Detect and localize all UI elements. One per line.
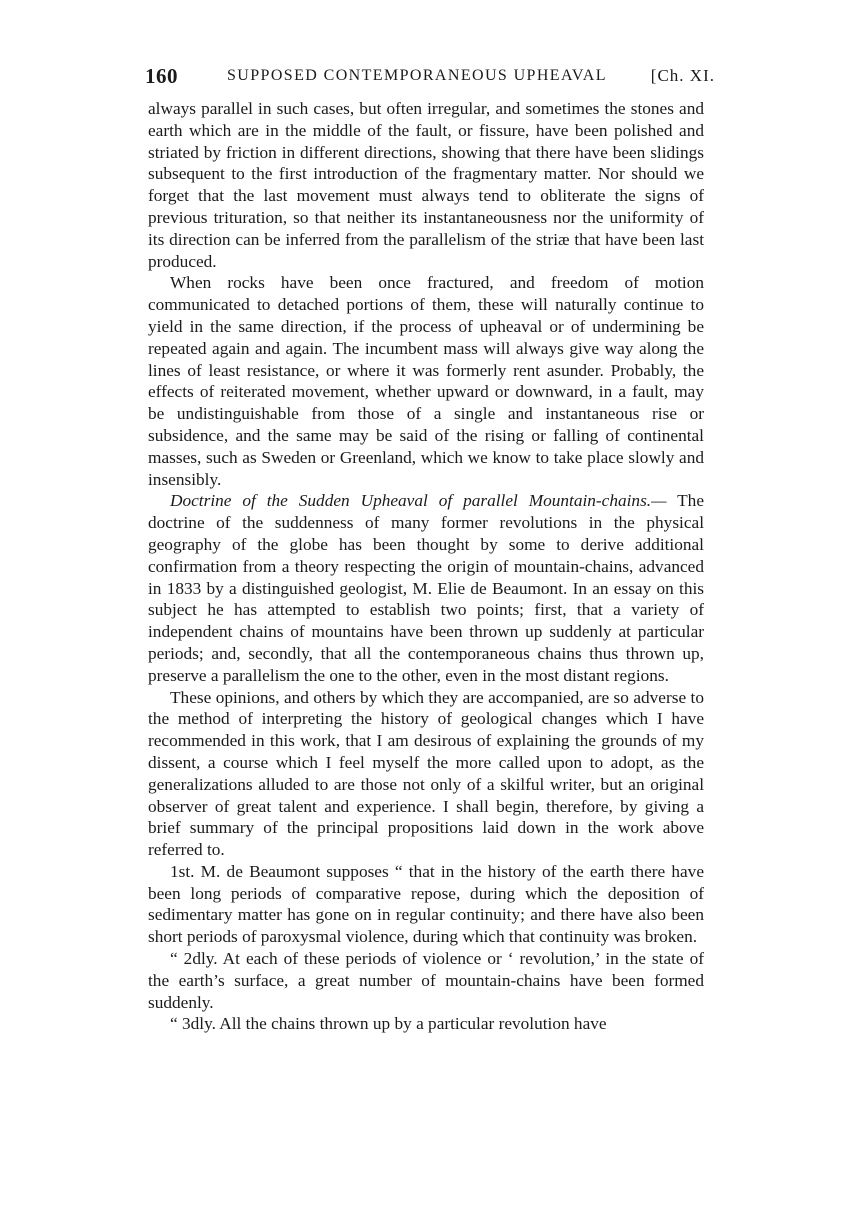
page-number: 160 [145,64,178,88]
paragraph-continuation: always parallel in such cases, but often irregular, and sometimes the stones and earth which are in the middle of the fault, or fissure, have been polished and striated by friction in different directions, showing that there have been slidings subsequent to the first introduction of the fragmentary matter. Nor should we forget that the last movement must always tend to obliterate the signs of previous trituration, so that neither its instantaneousness nor the uniformity of its direction can be inferred from the parallelism of the striæ that have been last produced. [148,99,704,271]
paragraph-third-proposition: “ 3dly. All the chains thrown up by a particular revolution have [170,1014,607,1034]
paragraph-second-proposition: “ 2dly. At each of these periods of violence or ‘ revolution,’ in the state of the earth’s surface, a great number of mountain-chains have been formed suddenly. [148,949,704,1012]
paragraph-doctrine-text: The doctrine of the suddenness of many former revolutions in the physical geography of the globe has been thought by some to derive additional confirmation from a theory respecting the origin of mountain-chains, advanced in 1833 by a distinguished geologist, M. Elie de Beaumont. In an essay on this subject he has attempted to establish two points; first, that a variety of independent chains of mountains have been thrown up suddenly at particular periods; and, secondly, that all the contemporaneous chains thus thrown up, preserve a parallelism the one to the other, even in the most distant regions. [148,491,704,685]
paragraph-doctrine [148,490,704,686]
paragraph-fractured-rocks: When rocks have been once fractured, and freedom of motion communicated to detached portions of them, these will naturally continue to yield in the same direction, if the process of upheaval or of undermining be repeated again and again. The incumbent mass will always give way along the lines of least resistance, or where it was formerly rent asunder. Probably, the effects of reiterated movement, whether upward or downward, in a fault, may be undistinguishable from those of a single and instantaneous rise or subsidence, and the same may be said of the rising or falling of continental masses, such as Sweden or Greenland, which we know to take place slowly and insensibly. [148,273,704,489]
paragraph-opinions: These opinions, and others by which they are accompanied, are so adverse to the method of interpreting the history of geological changes which I have recommended in this work, that I am desirous of explaining the grounds of my dissent, a course which I feel myself the more called upon to adopt, as the generalizations alluded to are those not only of a skilful writer, but an original observer of great talent and experience. I shall begin, therefore, by giving a brief summary of the principal propositions laid down in the work above referred to. [148,687,704,860]
running-title: SUPPOSED CONTEMPORANEOUS UPHEAVAL [227,67,607,84]
body-text [148,98,704,1035]
running-head [145,64,715,94]
chapter-reference: [Ch. XI. [650,66,715,85]
paragraph-first-proposition: 1st. M. de Beaumont supposes “ that in the history of the earth there have been long periods of comparative repose, during which the deposition of sedimentary matter has gone on in regular continuity; and there have also been short periods of paroxysmal violence, during which that continuity was broken. [148,861,704,947]
section-heading: Doctrine of the Sudden Upheaval of parallel Mountain-chains.— [170,491,667,511]
